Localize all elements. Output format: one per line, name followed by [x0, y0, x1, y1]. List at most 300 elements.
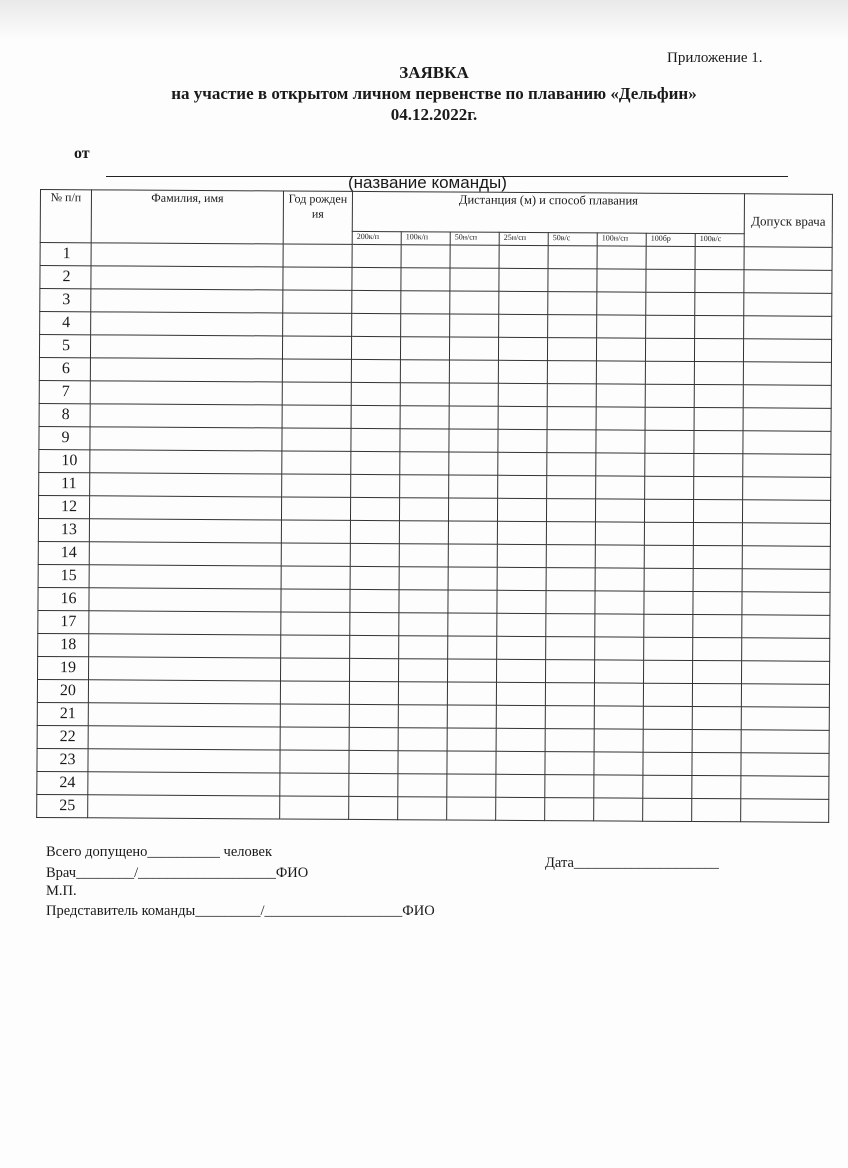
table-cell[interactable] — [643, 798, 692, 821]
table-cell[interactable] — [351, 359, 400, 382]
table-cell[interactable] — [351, 474, 400, 497]
table-cell[interactable] — [496, 682, 545, 705]
table-cell[interactable] — [742, 638, 830, 662]
table-cell[interactable] — [594, 752, 643, 775]
table-cell[interactable] — [645, 384, 694, 407]
table-cell[interactable] — [497, 567, 546, 590]
table-cell[interactable] — [88, 772, 280, 796]
table-cell[interactable] — [595, 568, 644, 591]
table-cell[interactable] — [546, 614, 595, 637]
table-cell[interactable] — [282, 382, 351, 405]
table-cell[interactable] — [692, 798, 741, 821]
table-cell[interactable] — [448, 567, 497, 590]
table-cell[interactable] — [350, 543, 399, 566]
table-cell[interactable] — [91, 289, 283, 313]
table-cell[interactable] — [742, 523, 830, 547]
table-cell[interactable] — [88, 703, 280, 727]
table-cell[interactable] — [282, 451, 351, 474]
table-cell[interactable] — [398, 774, 447, 797]
header-name: Фамилия, имя — [91, 190, 283, 244]
table-cell[interactable] — [693, 522, 742, 545]
table-cell[interactable] — [349, 727, 398, 750]
table-cell[interactable] — [90, 381, 282, 405]
row-number: 25 — [37, 794, 88, 817]
table-cell[interactable] — [497, 590, 546, 613]
table-cell[interactable] — [281, 589, 350, 612]
table-cell[interactable] — [497, 521, 546, 544]
table-cell[interactable] — [398, 728, 447, 751]
table-cell[interactable] — [597, 292, 646, 315]
table-cell[interactable] — [646, 292, 695, 315]
table-cell[interactable] — [498, 383, 547, 406]
table-cell[interactable] — [645, 476, 694, 499]
table-cell[interactable] — [88, 680, 280, 704]
table-cell[interactable] — [351, 382, 400, 405]
table-cell[interactable] — [742, 569, 830, 593]
table-cell[interactable] — [281, 635, 350, 658]
table-cell[interactable] — [547, 453, 596, 476]
table-cell[interactable] — [398, 751, 447, 774]
table-cell[interactable] — [351, 451, 400, 474]
table-cell[interactable] — [741, 776, 829, 800]
table-row — [37, 794, 829, 822]
scan-shadow — [0, 0, 848, 40]
table-cell[interactable] — [545, 706, 594, 729]
table-cell[interactable] — [496, 751, 545, 774]
table-cell[interactable] — [351, 428, 400, 451]
table-cell[interactable] — [741, 730, 829, 754]
table-cell[interactable] — [350, 612, 399, 635]
table-cell[interactable] — [594, 775, 643, 798]
table-cell[interactable] — [643, 729, 692, 752]
table-cell[interactable] — [89, 519, 281, 543]
table-cell[interactable] — [645, 430, 694, 453]
table-cell[interactable] — [545, 775, 594, 798]
table-cell[interactable] — [281, 566, 350, 589]
table-cell[interactable] — [496, 728, 545, 751]
table-cell[interactable] — [449, 452, 498, 475]
table-cell[interactable] — [695, 247, 744, 270]
table-cell[interactable] — [280, 750, 349, 773]
table-cell[interactable] — [349, 773, 398, 796]
table-cell[interactable] — [692, 729, 741, 752]
table-cell[interactable] — [547, 338, 596, 361]
table-cell[interactable] — [743, 362, 831, 386]
table-cell[interactable] — [450, 268, 499, 291]
table-cell[interactable] — [448, 590, 497, 613]
table-cell[interactable] — [693, 637, 742, 660]
table-cell[interactable] — [400, 429, 449, 452]
table-cell[interactable] — [694, 339, 743, 362]
row-number: 24 — [37, 771, 88, 794]
table-cell[interactable] — [350, 497, 399, 520]
table-cell[interactable] — [499, 314, 548, 337]
table-cell[interactable] — [448, 636, 497, 659]
table-cell[interactable] — [351, 336, 400, 359]
table-cell[interactable] — [594, 798, 643, 821]
table-cell[interactable] — [89, 496, 281, 520]
table-cell[interactable] — [349, 704, 398, 727]
table-cell[interactable] — [282, 474, 351, 497]
table-cell[interactable] — [449, 475, 498, 498]
table-cell[interactable] — [744, 270, 832, 294]
table-cell[interactable] — [281, 497, 350, 520]
table-cell[interactable] — [644, 522, 693, 545]
table-cell[interactable] — [545, 729, 594, 752]
table-cell[interactable] — [282, 405, 351, 428]
table-cell[interactable] — [596, 384, 645, 407]
table-cell[interactable] — [449, 383, 498, 406]
table-cell[interactable] — [743, 454, 831, 478]
table-cell[interactable] — [447, 728, 496, 751]
table-cell[interactable] — [349, 796, 398, 819]
distance-header-0: 200к/п — [352, 231, 401, 244]
table-cell[interactable] — [283, 313, 352, 336]
table-cell[interactable] — [692, 775, 741, 798]
row-number: 7 — [39, 380, 90, 403]
table-cell[interactable] — [548, 269, 597, 292]
table-cell[interactable] — [447, 682, 496, 705]
table-cell[interactable] — [282, 428, 351, 451]
table-cell[interactable] — [693, 545, 742, 568]
table-cell[interactable] — [400, 452, 449, 475]
table-cell[interactable] — [595, 522, 644, 545]
table-cell[interactable] — [349, 750, 398, 773]
table-cell[interactable] — [742, 615, 830, 639]
table-cell[interactable] — [449, 337, 498, 360]
table-cell[interactable] — [597, 246, 646, 269]
date-line[interactable]: Дата____________________ — [545, 855, 719, 871]
table-cell[interactable] — [545, 798, 594, 821]
table-cell[interactable] — [450, 291, 499, 314]
table-cell[interactable] — [90, 404, 282, 428]
table-cell[interactable] — [400, 383, 449, 406]
table-cell[interactable] — [497, 544, 546, 567]
table-cell[interactable] — [283, 267, 352, 290]
table-cell[interactable] — [594, 683, 643, 706]
table-cell[interactable] — [399, 567, 448, 590]
representative-signature-line[interactable]: Представитель команды_________/___________________ФИО — [46, 903, 435, 919]
from-label: от — [74, 145, 90, 162]
table-cell[interactable] — [281, 543, 350, 566]
table-cell[interactable] — [743, 385, 831, 409]
table-cell[interactable] — [693, 591, 742, 614]
table-cell[interactable] — [350, 589, 399, 612]
table-cell[interactable] — [350, 520, 399, 543]
table-cell[interactable] — [447, 774, 496, 797]
table-cell[interactable] — [498, 475, 547, 498]
table-cell[interactable] — [280, 681, 349, 704]
table-cell[interactable] — [399, 613, 448, 636]
table-cell[interactable] — [499, 245, 548, 268]
table-cell[interactable] — [595, 614, 644, 637]
row-number: 1 — [40, 243, 91, 266]
table-cell[interactable] — [349, 658, 398, 681]
table-cell[interactable] — [644, 614, 693, 637]
table-cell[interactable] — [597, 269, 646, 292]
table-cell[interactable] — [596, 476, 645, 499]
table-cell[interactable] — [280, 704, 349, 727]
table-cell[interactable] — [644, 499, 693, 522]
table-cell[interactable] — [496, 705, 545, 728]
table-cell[interactable] — [693, 568, 742, 591]
table-cell[interactable] — [89, 634, 281, 658]
table-cell[interactable] — [596, 338, 645, 361]
table-cell[interactable] — [547, 407, 596, 430]
table-cell[interactable] — [594, 729, 643, 752]
table-cell[interactable] — [594, 660, 643, 683]
table-cell[interactable] — [496, 797, 545, 820]
table-cell[interactable] — [498, 406, 547, 429]
table-cell[interactable] — [743, 431, 831, 455]
table-cell[interactable] — [447, 797, 496, 820]
table-cell[interactable] — [545, 683, 594, 706]
header-number: № п/п — [40, 190, 91, 243]
table-cell[interactable] — [89, 542, 281, 566]
table-cell[interactable] — [548, 292, 597, 315]
distance-header-7: 100в/с — [695, 234, 744, 247]
table-cell[interactable] — [645, 361, 694, 384]
table-cell[interactable] — [595, 637, 644, 660]
table-cell[interactable] — [447, 705, 496, 728]
table-cell[interactable] — [743, 339, 831, 363]
table-cell[interactable] — [350, 566, 399, 589]
table-cell[interactable] — [644, 591, 693, 614]
table-cell[interactable] — [743, 477, 831, 501]
table-cell[interactable] — [449, 429, 498, 452]
appendix-label: Приложение 1. — [667, 50, 763, 66]
table-cell[interactable] — [645, 453, 694, 476]
table-cell[interactable] — [450, 245, 499, 268]
table-cell[interactable] — [401, 291, 450, 314]
table-cell[interactable] — [281, 520, 350, 543]
table-cell[interactable] — [448, 521, 497, 544]
table-cell[interactable] — [400, 337, 449, 360]
table-cell[interactable] — [742, 546, 830, 570]
table-cell[interactable] — [280, 796, 349, 819]
table-cell[interactable] — [695, 293, 744, 316]
table-cell[interactable] — [90, 335, 282, 359]
table-cell[interactable] — [283, 244, 352, 267]
table-cell[interactable] — [742, 592, 830, 616]
table-cell[interactable] — [499, 291, 548, 314]
table-cell[interactable] — [545, 752, 594, 775]
table-cell[interactable] — [546, 545, 595, 568]
table-cell[interactable] — [548, 315, 597, 338]
table-cell[interactable] — [497, 636, 546, 659]
table-cell[interactable] — [398, 705, 447, 728]
table-cell[interactable] — [89, 657, 281, 681]
table-cell[interactable] — [89, 611, 281, 635]
table-cell[interactable] — [546, 568, 595, 591]
table-cell[interactable] — [499, 268, 548, 291]
table-cell[interactable] — [596, 407, 645, 430]
table-cell[interactable] — [643, 683, 692, 706]
table-cell[interactable] — [695, 316, 744, 339]
table-cell[interactable] — [448, 613, 497, 636]
table-cell[interactable] — [646, 246, 695, 269]
table-cell[interactable] — [694, 476, 743, 499]
table-cell[interactable] — [449, 406, 498, 429]
table-cell[interactable] — [88, 795, 280, 819]
table-cell[interactable] — [597, 315, 646, 338]
table-cell[interactable] — [692, 683, 741, 706]
row-number: 2 — [40, 266, 91, 289]
table-cell[interactable] — [694, 453, 743, 476]
table-cell[interactable] — [744, 293, 832, 317]
header-distance: Дистанция (м) и способ плавания — [352, 191, 744, 233]
table-cell[interactable] — [450, 314, 499, 337]
table-cell[interactable] — [89, 588, 281, 612]
table-cell[interactable] — [280, 727, 349, 750]
table-cell[interactable] — [399, 544, 448, 567]
table-cell[interactable] — [449, 360, 498, 383]
table-cell[interactable] — [695, 270, 744, 293]
table-cell[interactable] — [644, 637, 693, 660]
table-cell[interactable] — [546, 522, 595, 545]
table-cell[interactable] — [498, 452, 547, 475]
table-cell[interactable] — [398, 682, 447, 705]
table-cell[interactable] — [498, 429, 547, 452]
table-cell[interactable] — [742, 661, 830, 685]
table-cell[interactable] — [91, 266, 283, 290]
table-cell[interactable] — [547, 384, 596, 407]
table-cell[interactable] — [447, 751, 496, 774]
table-cell[interactable] — [91, 243, 283, 267]
table-cell[interactable] — [741, 707, 829, 731]
table-cell[interactable] — [88, 726, 280, 750]
table-cell[interactable] — [646, 269, 695, 292]
table-cell[interactable] — [643, 660, 692, 683]
doctor-signature-line[interactable]: Врач________/___________________ФИО — [46, 865, 309, 881]
table-cell[interactable] — [401, 245, 450, 268]
table-cell[interactable] — [349, 681, 398, 704]
table-cell[interactable] — [547, 430, 596, 453]
table-cell[interactable] — [398, 659, 447, 682]
table-cell[interactable] — [496, 774, 545, 797]
table-cell[interactable] — [545, 660, 594, 683]
table-cell[interactable] — [497, 498, 546, 521]
table-cell[interactable] — [352, 313, 401, 336]
table-cell[interactable] — [594, 706, 643, 729]
table-cell[interactable] — [88, 749, 280, 773]
table-cell[interactable] — [644, 568, 693, 591]
table-cell[interactable] — [496, 659, 545, 682]
table-cell[interactable] — [401, 314, 450, 337]
table-cell[interactable] — [399, 590, 448, 613]
table-cell[interactable] — [498, 337, 547, 360]
table-cell[interactable] — [90, 450, 282, 474]
table-cell[interactable] — [400, 406, 449, 429]
row-number: 16 — [38, 587, 89, 610]
table-cell[interactable] — [447, 659, 496, 682]
table-cell[interactable] — [352, 290, 401, 313]
table-cell[interactable] — [90, 427, 282, 451]
table-cell[interactable] — [282, 336, 351, 359]
table-cell[interactable] — [743, 408, 831, 432]
table-cell[interactable] — [400, 360, 449, 383]
table-cell[interactable] — [595, 591, 644, 614]
table-cell[interactable] — [596, 453, 645, 476]
table-cell[interactable] — [741, 753, 829, 777]
table-cell[interactable] — [350, 635, 399, 658]
table-cell[interactable] — [90, 473, 282, 497]
table-cell[interactable] — [694, 430, 743, 453]
table-cell[interactable] — [351, 405, 400, 428]
table-cell[interactable] — [643, 706, 692, 729]
total-admitted-line[interactable]: Всего допущено__________ человек — [46, 844, 273, 860]
table-cell[interactable] — [644, 545, 693, 568]
row-number: 14 — [38, 541, 89, 564]
table-cell[interactable] — [692, 706, 741, 729]
table-cell[interactable] — [694, 385, 743, 408]
distance-header-5: 100н/сп — [597, 233, 646, 246]
table-cell[interactable] — [744, 247, 832, 271]
table-cell[interactable] — [352, 267, 401, 290]
row-number: 3 — [40, 289, 91, 312]
table-cell[interactable] — [546, 637, 595, 660]
table-cell[interactable] — [643, 775, 692, 798]
table-cell[interactable] — [646, 315, 695, 338]
table-cell[interactable] — [548, 246, 597, 269]
row-number: 12 — [38, 495, 89, 518]
table-cell[interactable] — [546, 591, 595, 614]
table-cell[interactable] — [547, 476, 596, 499]
table-cell[interactable] — [400, 475, 449, 498]
table-cell[interactable] — [448, 544, 497, 567]
table-cell[interactable] — [283, 290, 352, 313]
table-cell[interactable] — [399, 636, 448, 659]
table-cell[interactable] — [645, 338, 694, 361]
table-cell[interactable] — [280, 658, 349, 681]
table-cell[interactable] — [596, 430, 645, 453]
table-cell[interactable] — [743, 500, 831, 524]
table-cell[interactable] — [497, 613, 546, 636]
table-cell[interactable] — [692, 752, 741, 775]
table-cell[interactable] — [546, 499, 595, 522]
table-cell[interactable] — [693, 614, 742, 637]
table-cell[interactable] — [693, 499, 742, 522]
table-cell[interactable] — [694, 408, 743, 431]
distance-header-4: 50в/с — [548, 233, 597, 246]
table-cell[interactable] — [282, 359, 351, 382]
table-cell[interactable] — [280, 773, 349, 796]
table-cell[interactable] — [89, 565, 281, 589]
table-cell[interactable] — [91, 312, 283, 336]
table-cell[interactable] — [645, 407, 694, 430]
table-cell[interactable] — [692, 660, 741, 683]
table-cell[interactable] — [399, 521, 448, 544]
table-cell[interactable] — [448, 498, 497, 521]
table-cell[interactable] — [547, 361, 596, 384]
table-cell[interactable] — [596, 361, 645, 384]
table-cell[interactable] — [741, 684, 829, 708]
table-cell[interactable] — [352, 244, 401, 267]
table-cell[interactable] — [744, 316, 832, 340]
table-cell[interactable] — [398, 797, 447, 820]
table-cell[interactable] — [399, 498, 448, 521]
table-cell[interactable] — [401, 268, 450, 291]
table-cell[interactable] — [595, 499, 644, 522]
table-cell[interactable] — [281, 612, 350, 635]
table-cell[interactable] — [643, 752, 692, 775]
row-number: 10 — [39, 449, 90, 472]
table-cell[interactable] — [90, 358, 282, 382]
table-cell[interactable] — [741, 799, 829, 823]
table-cell[interactable] — [595, 545, 644, 568]
table-cell[interactable] — [694, 362, 743, 385]
table-cell[interactable] — [498, 360, 547, 383]
